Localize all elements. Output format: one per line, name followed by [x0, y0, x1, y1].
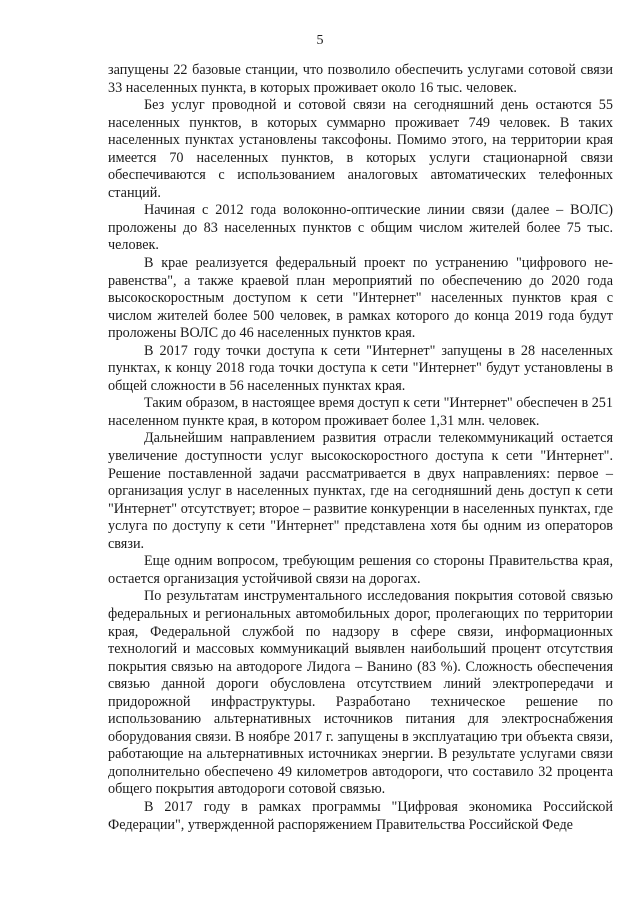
- paragraph: В 2017 году точки доступа к сети "Интернет" запущены в 28 населенных пунктах, к концу 2018 года точки доступа к сети "Интернет" будут установлены в общей сложности в 56 населенных пунктах края.: [108, 342, 613, 394]
- paragraph: По результатам инструментального исследования покрытия сотовой связью федеральных и региональных автомобильных дорог, пролегающих по территории края, Федеральной службой по надзору в сфере связи, информационных технологий и массовых коммуникаций выявлен наибольший процент отсутствия покрытия связью на автодороге Лидога – Ванино (83 %). Сложность обеспечения связью данной дороги обусловлена отсутствием линий электропередачи и придорожной инфраструктуры. Разработано техническое решение по использованию альтернативных источников питания для электроснабжения оборудования связи. В ноябре 2017 г. запущены в эксплуатацию три объекта связи, работающие на альтернативных источниках энергии. В результате услугами связи дополнительно обеспечено 49 километров автодороги, что составило 32 процента общего покрытия автодороги сотовой связью.: [108, 588, 613, 798]
- paragraph-continued: запущены 22 базовые станции, что позволило обеспечить услугами сотовой связи 33 населенных пункта, в которых проживает около 16 тыс. человек.: [108, 62, 613, 96]
- paragraph: В крае реализуется федеральный проект по устранению "цифрового неравенства", а также краевой план мероприятий по обеспечению до 2020 года высокоскоростным доступом к сети "Интернет" населенных пунктов края с числом жителей более 500 человек, в рамках которого до конца 2019 года будут проложены ВОЛС до 46 населенных пунктов края.: [108, 255, 613, 342]
- paragraph: Таким образом, в настоящее время доступ к сети "Интернет" обеспечен в 251 населенном пункте края, в котором проживает более 1,31 млн. человек.: [108, 395, 613, 429]
- paragraph: Без услуг проводной и сотовой связи на сегодняшний день остаются 55 населенных пунктов, в которых суммарно проживает 749 человек. В таких населенных пунктах установлены таксофоны. Помимо этого, на территории края имеется 70 населенных пунктов, в которых услуги стационарной связи обеспечиваются с использованием аналоговых автоматических телефонных станций.: [108, 97, 613, 201]
- paragraph: Начиная с 2012 года волоконно-оптические линии связи (далее – ВОЛС) проложены до 83 населенных пунктов с общим числом жителей более 75 тыс. человек.: [108, 202, 613, 254]
- paragraph: Дальнейшим направлением развития отрасли телекоммуникаций остается увеличение доступности услуг высокоскоростного доступа к сети "Интернет". Решение поставленной задачи рассматривается в двух направлениях: первое – организация услуг в населенных пунктах, где на сегодняшний день доступ к сети "Интернет" отсутствует; второе – развитие конкуренции в населенных пунктах, где услуга по доступу к сети "Интернет" представлена хотя бы одним из операторов связи.: [108, 430, 613, 552]
- page-number: 5: [316, 33, 324, 48]
- paragraph: В 2017 году в рамках программы "Цифровая экономика Российской Федерации", утвержденной распоряжением Правительства Российской Феде: [108, 798, 613, 833]
- paragraph: Еще одним вопросом, требующим решения со стороны Правительства края, остается организация устойчивой связи на дорогах.: [108, 553, 613, 587]
- body-text: [108, 62, 613, 834]
